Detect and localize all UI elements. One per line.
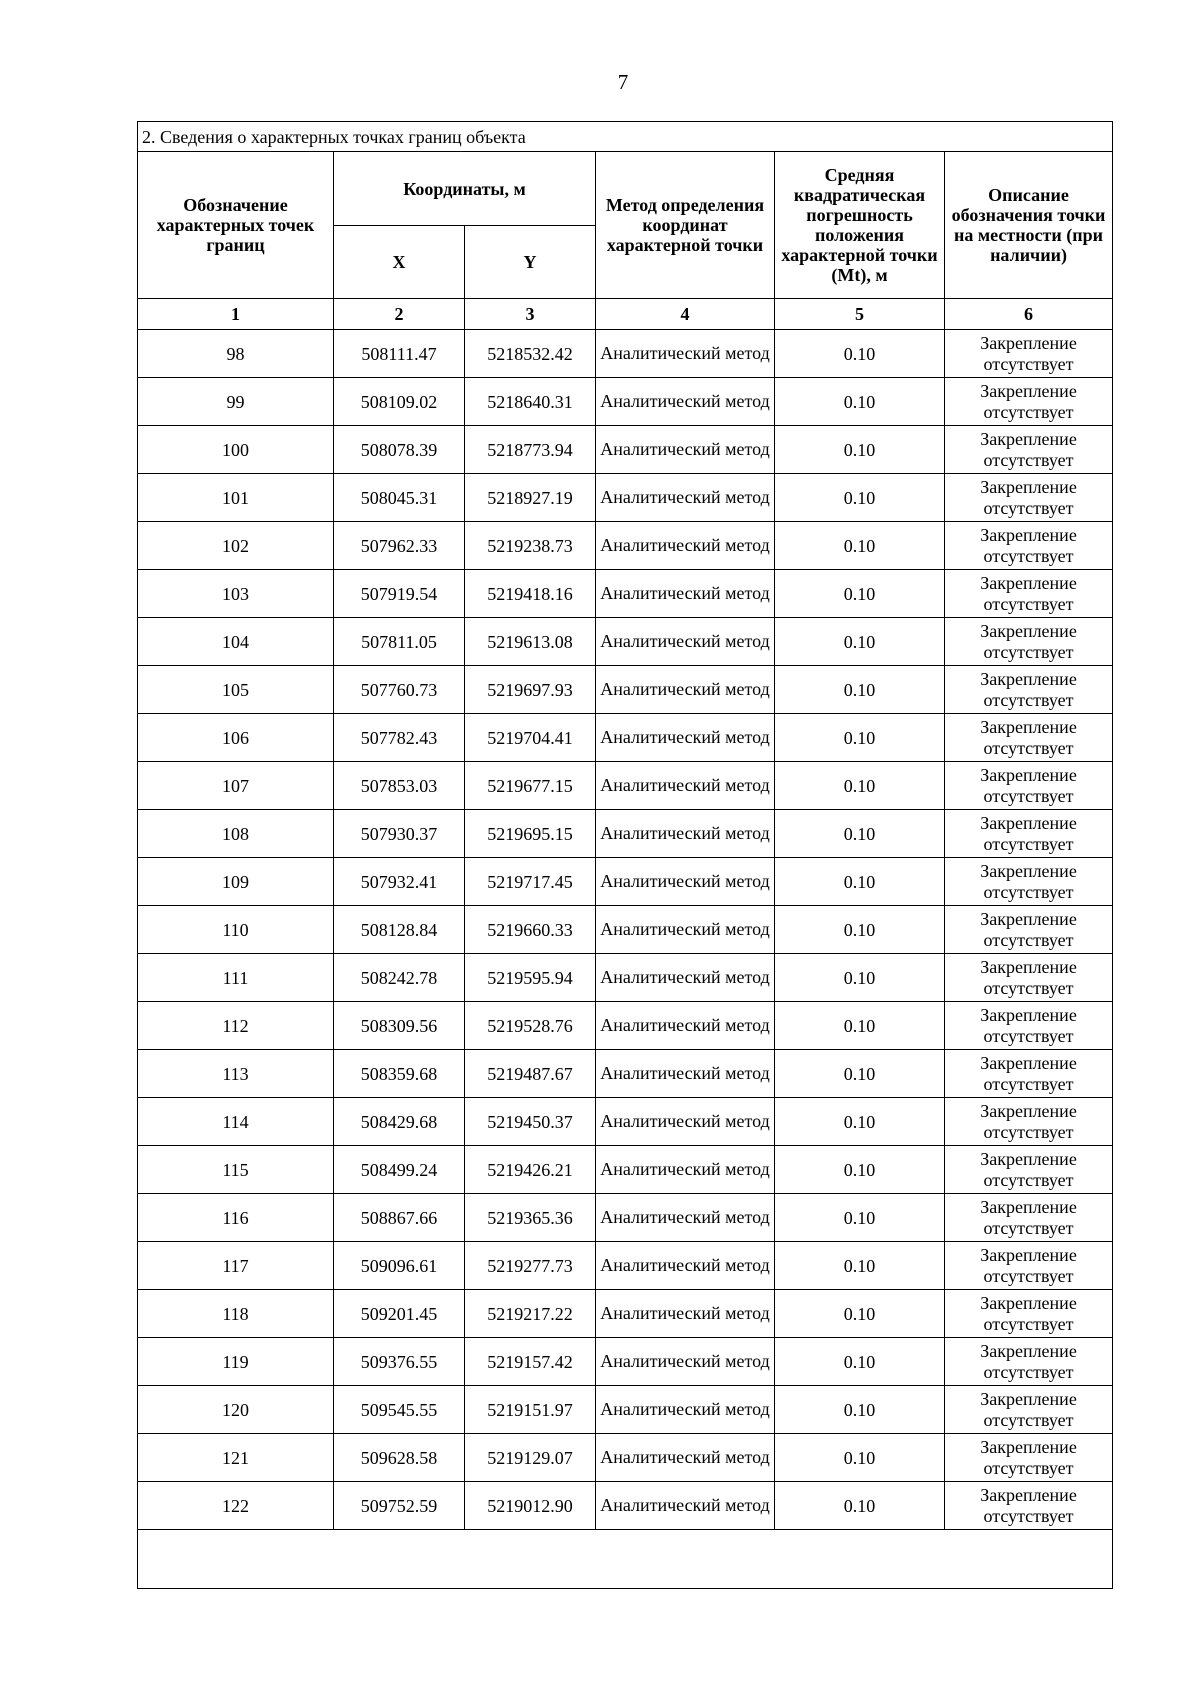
table-row [138, 1338, 1113, 1386]
point-cell: 117 [138, 1242, 334, 1290]
error-cell: 0.10 [775, 666, 945, 714]
method-cell: Аналитический метод [596, 1146, 775, 1194]
table-row [138, 666, 1113, 714]
section-title: 2. Сведения о характерных точках границ объекта [138, 122, 1113, 152]
point-cell: 120 [138, 1386, 334, 1434]
error-cell: 0.10 [775, 1098, 945, 1146]
error-cell: 0.10 [775, 330, 945, 378]
description-cell: Закрепление отсутствует [945, 1002, 1113, 1050]
error-cell: 0.10 [775, 762, 945, 810]
error-cell: 0.10 [775, 522, 945, 570]
description-cell: Закрепление отсутствует [945, 1482, 1113, 1530]
description-cell: Закрепление отсутствует [945, 1338, 1113, 1386]
description-cell: Закрепление отсутствует [945, 906, 1113, 954]
y-cell: 5218927.19 [465, 474, 596, 522]
point-cell: 115 [138, 1146, 334, 1194]
x-cell: 509545.55 [334, 1386, 465, 1434]
x-cell: 508429.68 [334, 1098, 465, 1146]
point-cell: 98 [138, 330, 334, 378]
error-cell: 0.10 [775, 378, 945, 426]
x-cell: 509201.45 [334, 1290, 465, 1338]
point-cell: 108 [138, 810, 334, 858]
error-cell: 0.10 [775, 1482, 945, 1530]
y-cell: 5219717.45 [465, 858, 596, 906]
x-cell: 508499.24 [334, 1146, 465, 1194]
point-cell: 99 [138, 378, 334, 426]
column-number: 6 [945, 299, 1113, 330]
y-cell: 5219704.41 [465, 714, 596, 762]
description-cell: Закрепление отсутствует [945, 570, 1113, 618]
table-row [138, 954, 1113, 1002]
column-numbers-row [138, 299, 1113, 330]
table-row [138, 762, 1113, 810]
error-cell: 0.10 [775, 906, 945, 954]
empty-footer-row [138, 1530, 1113, 1589]
x-cell: 508242.78 [334, 954, 465, 1002]
method-cell: Аналитический метод [596, 1050, 775, 1098]
table-row [138, 474, 1113, 522]
method-cell: Аналитический метод [596, 1242, 775, 1290]
description-cell: Закрепление отсутствует [945, 762, 1113, 810]
y-cell: 5219157.42 [465, 1338, 596, 1386]
error-cell: 0.10 [775, 1242, 945, 1290]
description-cell: Закрепление отсутствует [945, 426, 1113, 474]
description-cell: Закрепление отсутствует [945, 1098, 1113, 1146]
point-cell: 116 [138, 1194, 334, 1242]
error-cell: 0.10 [775, 1194, 945, 1242]
header-coordinates: Координаты, м [334, 152, 596, 226]
point-cell: 113 [138, 1050, 334, 1098]
y-cell: 5219613.08 [465, 618, 596, 666]
point-cell: 114 [138, 1098, 334, 1146]
y-cell: 5219595.94 [465, 954, 596, 1002]
method-cell: Аналитический метод [596, 810, 775, 858]
x-cell: 507930.37 [334, 810, 465, 858]
table-row [138, 714, 1113, 762]
error-cell: 0.10 [775, 1290, 945, 1338]
point-cell: 109 [138, 858, 334, 906]
point-cell: 118 [138, 1290, 334, 1338]
section-title-row [138, 122, 1113, 152]
header-row [138, 152, 1113, 226]
method-cell: Аналитический метод [596, 1002, 775, 1050]
y-cell: 5219217.22 [465, 1290, 596, 1338]
y-cell: 5218640.31 [465, 378, 596, 426]
y-cell: 5219660.33 [465, 906, 596, 954]
x-cell: 509096.61 [334, 1242, 465, 1290]
table-row [138, 378, 1113, 426]
method-cell: Аналитический метод [596, 1386, 775, 1434]
table-row [138, 1290, 1113, 1338]
y-cell: 5219528.76 [465, 1002, 596, 1050]
error-cell: 0.10 [775, 1338, 945, 1386]
y-cell: 5219695.15 [465, 810, 596, 858]
x-cell: 508309.56 [334, 1002, 465, 1050]
x-cell: 508111.47 [334, 330, 465, 378]
description-cell: Закрепление отсутствует [945, 954, 1113, 1002]
error-cell: 0.10 [775, 1386, 945, 1434]
x-cell: 507760.73 [334, 666, 465, 714]
y-cell: 5219012.90 [465, 1482, 596, 1530]
description-cell: Закрепление отсутствует [945, 810, 1113, 858]
y-cell: 5219129.07 [465, 1434, 596, 1482]
table-row [138, 1434, 1113, 1482]
error-cell: 0.10 [775, 474, 945, 522]
description-cell: Закрепление отсутствует [945, 666, 1113, 714]
table-row [138, 1146, 1113, 1194]
table-row [138, 810, 1113, 858]
description-cell: Закрепление отсутствует [945, 474, 1113, 522]
method-cell: Аналитический метод [596, 618, 775, 666]
point-cell: 119 [138, 1338, 334, 1386]
description-cell: Закрепление отсутствует [945, 522, 1113, 570]
method-cell: Аналитический метод [596, 762, 775, 810]
method-cell: Аналитический метод [596, 1434, 775, 1482]
point-cell: 112 [138, 1002, 334, 1050]
x-cell: 507962.33 [334, 522, 465, 570]
y-cell: 5219426.21 [465, 1146, 596, 1194]
x-cell: 507919.54 [334, 570, 465, 618]
y-cell: 5218532.42 [465, 330, 596, 378]
point-cell: 104 [138, 618, 334, 666]
point-cell: 103 [138, 570, 334, 618]
table-row [138, 522, 1113, 570]
error-cell: 0.10 [775, 858, 945, 906]
page-number: 7 [617, 70, 629, 94]
column-number: 2 [334, 299, 465, 330]
table-row [138, 570, 1113, 618]
y-cell: 5219238.73 [465, 522, 596, 570]
point-cell: 101 [138, 474, 334, 522]
method-cell: Аналитический метод [596, 1482, 775, 1530]
column-number: 3 [465, 299, 596, 330]
x-cell: 508078.39 [334, 426, 465, 474]
description-cell: Закрепление отсутствует [945, 858, 1113, 906]
method-cell: Аналитический метод [596, 906, 775, 954]
table-row [138, 1098, 1113, 1146]
error-cell: 0.10 [775, 954, 945, 1002]
y-cell: 5219418.16 [465, 570, 596, 618]
table-row [138, 1386, 1113, 1434]
description-cell: Закрепление отсутствует [945, 1290, 1113, 1338]
y-cell: 5219151.97 [465, 1386, 596, 1434]
error-cell: 0.10 [775, 1146, 945, 1194]
point-cell: 102 [138, 522, 334, 570]
description-cell: Закрепление отсутствует [945, 1386, 1113, 1434]
method-cell: Аналитический метод [596, 1098, 775, 1146]
method-cell: Аналитический метод [596, 954, 775, 1002]
x-cell: 508359.68 [334, 1050, 465, 1098]
table-row [138, 330, 1113, 378]
y-cell: 5218773.94 [465, 426, 596, 474]
error-cell: 0.10 [775, 714, 945, 762]
x-cell: 508045.31 [334, 474, 465, 522]
header-method: Метод определения координат характерной точки [596, 152, 775, 299]
table-row [138, 426, 1113, 474]
y-cell: 5219450.37 [465, 1098, 596, 1146]
y-cell: 5219677.15 [465, 762, 596, 810]
header-designation: Обозначение характерных точек границ [138, 152, 334, 299]
header-error: Средняя квадратическая погрешность положения характерной точки (Mt), м [775, 152, 945, 299]
method-cell: Аналитический метод [596, 426, 775, 474]
error-cell: 0.10 [775, 570, 945, 618]
description-cell: Закрепление отсутствует [945, 330, 1113, 378]
x-cell: 509376.55 [334, 1338, 465, 1386]
error-cell: 0.10 [775, 1002, 945, 1050]
method-cell: Аналитический метод [596, 378, 775, 426]
x-cell: 509628.58 [334, 1434, 465, 1482]
description-cell: Закрепление отсутствует [945, 714, 1113, 762]
description-cell: Закрепление отсутствует [945, 1434, 1113, 1482]
description-cell: Закрепление отсутствует [945, 1050, 1113, 1098]
table-row [138, 1002, 1113, 1050]
empty-footer-cell [138, 1530, 1113, 1589]
method-cell: Аналитический метод [596, 858, 775, 906]
method-cell: Аналитический метод [596, 330, 775, 378]
x-cell: 508128.84 [334, 906, 465, 954]
method-cell: Аналитический метод [596, 474, 775, 522]
point-cell: 122 [138, 1482, 334, 1530]
y-cell: 5219697.93 [465, 666, 596, 714]
point-cell: 110 [138, 906, 334, 954]
column-number: 5 [775, 299, 945, 330]
x-cell: 507782.43 [334, 714, 465, 762]
table-row [138, 1242, 1113, 1290]
point-cell: 100 [138, 426, 334, 474]
table-row [138, 618, 1113, 666]
method-cell: Аналитический метод [596, 570, 775, 618]
method-cell: Аналитический метод [596, 1290, 775, 1338]
method-cell: Аналитический метод [596, 714, 775, 762]
x-cell: 507811.05 [334, 618, 465, 666]
description-cell: Закрепление отсутствует [945, 1194, 1113, 1242]
point-cell: 105 [138, 666, 334, 714]
error-cell: 0.10 [775, 426, 945, 474]
x-cell: 509752.59 [334, 1482, 465, 1530]
table-row [138, 1194, 1113, 1242]
point-cell: 111 [138, 954, 334, 1002]
table-body [138, 330, 1113, 1530]
method-cell: Аналитический метод [596, 666, 775, 714]
y-cell: 5219277.73 [465, 1242, 596, 1290]
description-cell: Закрепление отсутствует [945, 1146, 1113, 1194]
column-number: 4 [596, 299, 775, 330]
table-row [138, 1482, 1113, 1530]
error-cell: 0.10 [775, 618, 945, 666]
x-cell: 507853.03 [334, 762, 465, 810]
header-y: Y [465, 226, 596, 299]
header-x: X [334, 226, 465, 299]
y-cell: 5219365.36 [465, 1194, 596, 1242]
boundary-points-table [137, 121, 1113, 1589]
description-cell: Закрепление отсутствует [945, 618, 1113, 666]
y-cell: 5219487.67 [465, 1050, 596, 1098]
header-description: Описание обозначения точки на местности (при наличии) [945, 152, 1113, 299]
x-cell: 508109.02 [334, 378, 465, 426]
method-cell: Аналитический метод [596, 522, 775, 570]
point-cell: 106 [138, 714, 334, 762]
error-cell: 0.10 [775, 1434, 945, 1482]
column-number: 1 [138, 299, 334, 330]
error-cell: 0.10 [775, 810, 945, 858]
table-row [138, 906, 1113, 954]
table-row [138, 1050, 1113, 1098]
method-cell: Аналитический метод [596, 1338, 775, 1386]
description-cell: Закрепление отсутствует [945, 378, 1113, 426]
table-row [138, 858, 1113, 906]
description-cell: Закрепление отсутствует [945, 1242, 1113, 1290]
x-cell: 508867.66 [334, 1194, 465, 1242]
point-cell: 107 [138, 762, 334, 810]
point-cell: 121 [138, 1434, 334, 1482]
x-cell: 507932.41 [334, 858, 465, 906]
method-cell: Аналитический метод [596, 1194, 775, 1242]
error-cell: 0.10 [775, 1050, 945, 1098]
